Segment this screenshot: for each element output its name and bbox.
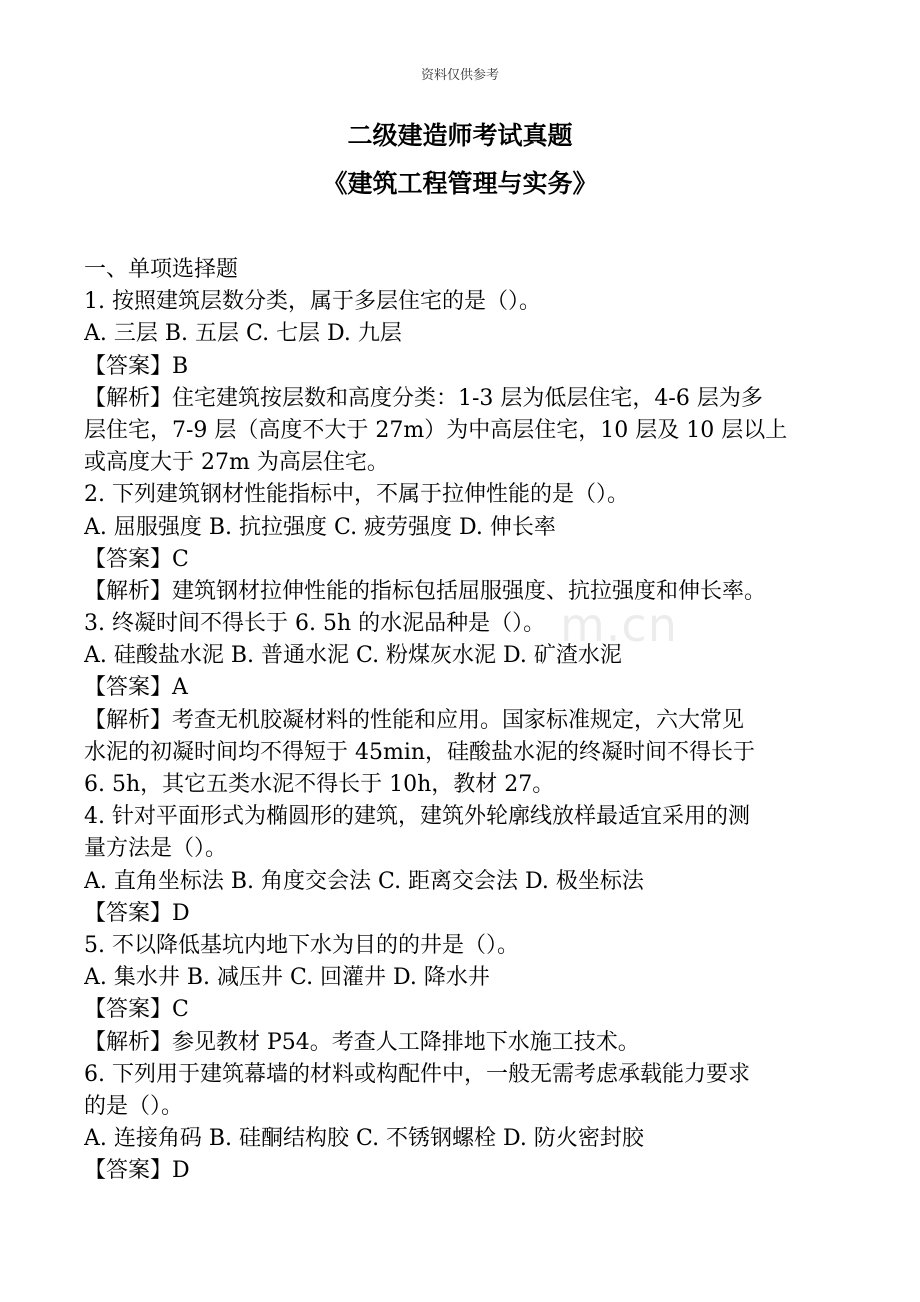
question-text: 2. 下列建筑钢材性能指标中，不属于拉伸性能的是（）。 — [84, 482, 629, 508]
question-options: A. 集水井 B. 减压井 C. 回灌井 D. 降水井 — [84, 965, 490, 991]
question-options: A. 硅酸盐水泥 B. 普通水泥 C. 粉煤灰水泥 D. 矿渣水泥 — [84, 643, 622, 669]
answer-line: 【答案】C — [84, 997, 189, 1023]
question-options: A. 屈服强度 B. 抗拉强度 C. 疲劳强度 D. 伸长率 — [84, 514, 556, 540]
question-list — [84, 254, 844, 1187]
answer-line: 【答案】A — [84, 675, 188, 701]
question-text: 量方法是（）。 — [84, 836, 228, 862]
question-text: 5. 不以降低基坑内地下水为目的的井是（）。 — [84, 932, 519, 958]
question-text: 的是（）。 — [84, 1093, 184, 1119]
question-text: 4. 针对平面形式为椭圆形的建筑，建筑外轮廓线放样最适宜采用的测 — [84, 804, 750, 830]
answer-line: 【答案】D — [84, 900, 190, 926]
explanation-line: 或高度大于 27m 为高层住宅。 — [84, 450, 389, 476]
explanation-line: 6. 5h，其它五类水泥不得长于 10h，教材 27。 — [84, 772, 555, 797]
question-options: A. 连接角码 B. 硅酮结构胶 C. 不锈钢螺栓 D. 防火密封胶 — [84, 1126, 644, 1152]
explanation-line: 水泥的初凝时间均不得短于 45min，硅酸盐水泥的终凝时间不得长于 — [84, 739, 756, 765]
question-text: 1. 按照建筑层数分类，属于多层住宅的是（）。 — [84, 289, 541, 315]
question-text: 3. 终凝时间不得长于 6. 5h 的水泥品种是（）。 — [84, 611, 546, 637]
explanation-line: 【解析】考查无机胶凝材料的性能和应用。国家标准规定，六大常见 — [84, 707, 745, 733]
answer-line: 【答案】C — [84, 546, 189, 572]
document-title: 二级建造师考试真题 — [347, 121, 573, 150]
question-options: A. 直角坐标法 B. 角度交会法 C. 距离交会法 D. 极坐标法 — [84, 868, 644, 894]
answer-line: 【答案】B — [84, 353, 189, 379]
section-heading: 一、单项选择题 — [84, 257, 239, 282]
question-text: 6. 下列用于建筑幕墙的材料或构配件中，一般无需考虑承载能力要求 — [84, 1061, 750, 1087]
answer-line: 【答案】D — [84, 1158, 190, 1184]
explanation-line: 层住宅，7-9 层（高度不大于 27m）为中高层住宅，10 层及 10 层以上 — [84, 417, 788, 443]
explanation-line: 【解析】建筑钢材拉伸性能的指标包括屈服强度、抗拉强度和伸长率。 — [84, 578, 767, 604]
question-options: A. 三层 B. 五层 C. 七层 D. 九层 — [84, 321, 402, 347]
document-subtitle: 《建筑工程管理与实务》 — [322, 169, 598, 198]
explanation-line: 【解析】参见教材 P54。考查人工降排地下水施工技术。 — [84, 1029, 640, 1055]
page-header: 资料仅供参考 — [420, 68, 499, 83]
watermark: m.cn — [560, 598, 678, 652]
explanation-line: 【解析】住宅建筑按层数和高度分类：1-3 层为低层住宅，4-6 层为多 — [84, 385, 763, 411]
